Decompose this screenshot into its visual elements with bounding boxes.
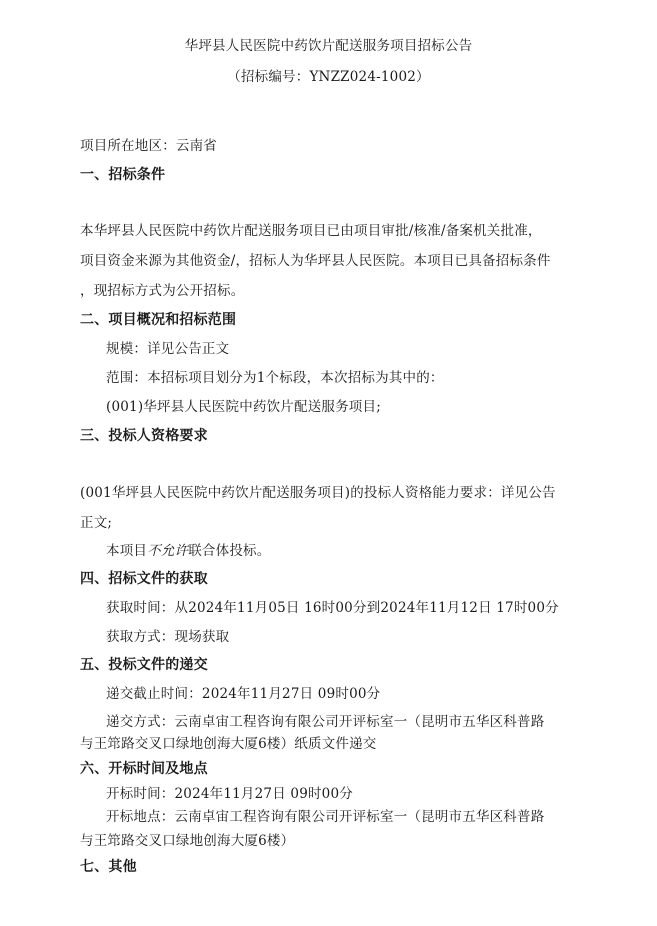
obtain-time: 获取时间：从2024年11月05日 16时00分到2024年11月12日 17时00分 bbox=[106, 600, 559, 616]
section-heading-4: 四、招标文件的获取 bbox=[80, 571, 208, 587]
section-heading-1: 一、招标条件 bbox=[80, 167, 166, 183]
submission-method: 递交方式：云南卓宙工程咨询有限公司开评标室一（昆明市五华区科普路 bbox=[106, 714, 545, 730]
section-heading-7: 七、其他 bbox=[80, 859, 137, 875]
obtain-method: 获取方式：现场获取 bbox=[106, 629, 230, 645]
opening-place-cont: 与王筇路交叉口绿地创海大厦6楼） bbox=[80, 833, 295, 849]
opening-place: 开标地点：云南卓宙工程咨询有限公司开评标室一（昆明市五华区科普路 bbox=[106, 809, 545, 825]
scale-line: 规模：详见公告正文 bbox=[106, 341, 230, 357]
tender-number: （招标编号：YNZZ024-1002） bbox=[227, 69, 430, 85]
document-title: 华坪县人民医院中药饮片配送服务项目招标公告 bbox=[184, 38, 473, 54]
scope-line: 范围：本招标项目划分为1个标段，本次招标为其中的： bbox=[106, 370, 444, 386]
paragraph-line: 项目资金来源为其他资金/，招标人为华坪县人民医院。本项目已具备招标条件 bbox=[80, 253, 551, 269]
opening-time: 开标时间：2024年11月27日 09时00分 bbox=[106, 786, 353, 802]
qualification-line: 正文; bbox=[80, 515, 113, 531]
joint-bid-text: 本项目 bbox=[106, 543, 148, 559]
qualification-line: (001华坪县人民医院中药饮片配送服务项目)的投标人资格能力要求：详见公告 bbox=[80, 485, 556, 501]
joint-bid-text: 联合体投标。 bbox=[188, 543, 271, 559]
paragraph-line: 本华坪县人民医院中药饮片配送服务项目已由项目审批/核准/备案机关批准， bbox=[80, 223, 542, 239]
section-heading-6: 六、开标时间及地点 bbox=[80, 761, 208, 777]
submission-method-cont: 与王筇路交叉口绿地创海大厦6楼）纸质文件递交 bbox=[80, 736, 377, 752]
section-heading-5: 五、投标文件的递交 bbox=[80, 657, 208, 673]
paragraph-line: ，现招标方式为公开招标。 bbox=[80, 283, 245, 299]
section-heading-2: 二、项目概况和招标范围 bbox=[80, 312, 237, 328]
joint-bid-emphasis: 不允许 bbox=[147, 543, 189, 559]
section-heading-3: 三、投标人资格要求 bbox=[80, 428, 208, 444]
project-region: 项目所在地区：云南省 bbox=[80, 138, 217, 154]
submission-deadline: 递交截止时间：2024年11月27日 09时00分 bbox=[106, 686, 381, 702]
lot-line: (001)华坪县人民医院中药饮片配送服务项目; bbox=[106, 399, 381, 415]
joint-bid-line bbox=[106, 542, 270, 560]
